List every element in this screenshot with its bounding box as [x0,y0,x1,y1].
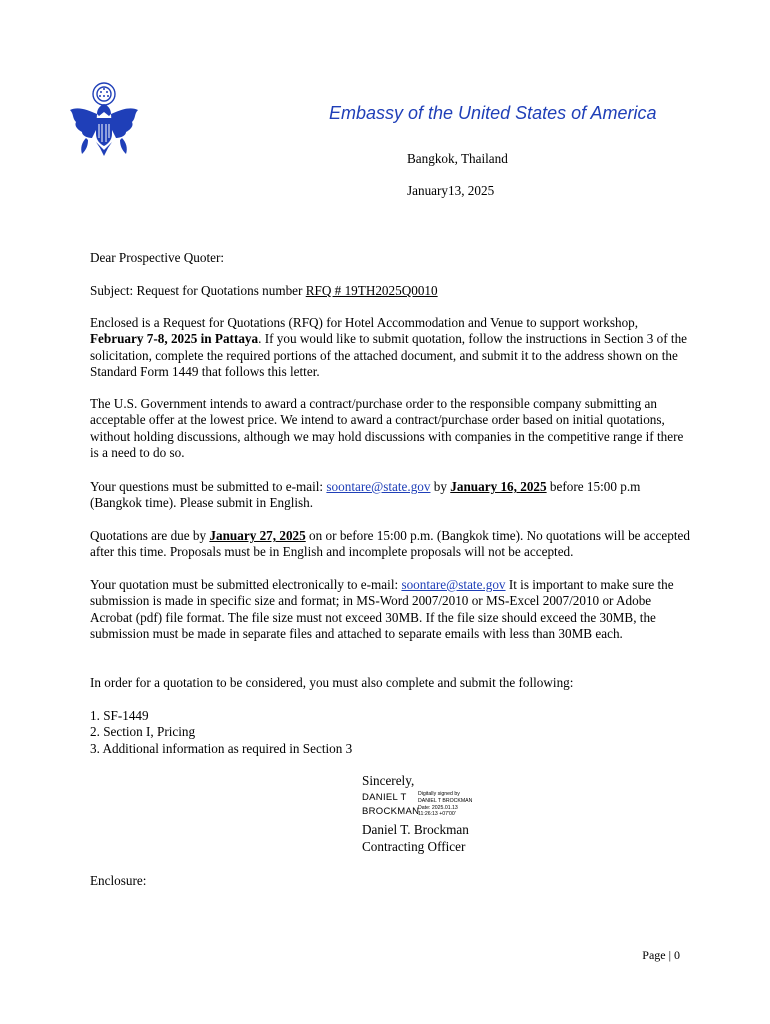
p4-text-a: Quotations are due by [90,528,210,543]
signature-name [362,791,419,819]
signer-name: Daniel T. Brockman [362,822,469,837]
p1-text-b: . If you would like to submit quotation, follow the instructions in Section 3 of the solicitation, complete the required portions of the attached document, and submit it to the address shown on the Standard Form 1449 that follows this letter. [90,331,688,380]
p1-text-a: Enclosed is a Request for Quotations (RFQ) for Hotel Accommodation and Venue to support workshop, [90,315,639,330]
embassy-title: Embassy of the United States of America [329,103,657,123]
quotation-deadline: January 27, 2025 [209,528,306,543]
p3-text-a: Your questions must be submitted to e-mail: [90,479,327,494]
subject-line [90,283,690,299]
signature-name-line: DANIEL T [362,792,407,803]
p3-text-c: before 15:00 p.m (Bangkok time). Please submit in English. [90,479,641,511]
paragraph-enclosed [90,315,690,381]
questions-deadline: January 16, 2025 [450,479,547,494]
signature-meta-line: Digitally signed by [418,791,460,797]
letter-date: January13, 2025 [407,183,495,198]
p5-text-b: It is important to make sure the submission is made in specific size and format; in MS-Word 2007/2010 or MS-Excel 2007/2010 or Adobe Acrobat (pdf) file format. The file size must not exceed 30MB. If the file size should exceed the 30MB, the submission must be made in separate files and attached to separate emails with less than 30MB each. [90,577,674,642]
subject-prefix: Subject: Request for Quotations number [90,283,306,298]
salutation: Dear Prospective Quoter: [90,250,225,265]
signature-name-line: BROCKMAN [362,806,420,817]
letter-city: Bangkok, Thailand [407,151,508,166]
requirements-list [90,708,690,757]
signer-title: Contracting Officer [362,839,466,854]
signature-meta-line: DANIEL T BROCKMAN [418,797,473,804]
paragraph-submission [90,577,690,643]
page-number: Page | 0 [642,948,680,962]
signature-meta-line: Date: 2025.01.13 [418,804,458,811]
paragraph-questions [90,479,690,512]
signature-metadata [418,791,472,818]
paragraph-requirements: In order for a quotation to be considered, you must also complete and submit the following: [90,675,574,690]
p4-text-b: on or before 15:00 p.m. (Bangkok time). No quotations will be accepted after this time. Proposals must be in English and incomplete proposals will not be accepted. [90,528,690,560]
p3-text-b: by [430,479,451,494]
workshop-dates: February 7-8, 2025 in Pattaya [90,331,259,347]
closing: Sincerely, [362,773,415,788]
rfq-number: RFQ # 19TH2025Q0010 [305,283,438,298]
submission-email-link[interactable]: soontare@state.gov [401,577,506,592]
paragraph-award: The U.S. Government intends to award a contract/purchase order to the responsible company submitting an acceptable offer at the lowest price. We intend to award a contract/purchase order based on initial quotations, without holding discussions, although we may hold discussions with companies in the competitive range if there is a need to do so. [90,396,684,461]
paragraph-due [90,528,690,561]
list-item: 1. SF-1449 [90,708,149,723]
us-great-seal-icon [66,80,142,162]
p5-text-a: Your quotation must be submitted electronically to e-mail: [90,577,402,592]
enclosure-label: Enclosure: [90,873,147,888]
list-item: 2. Section I, Pricing [90,724,196,740]
list-item: 3. Additional information as required in Section 3 [90,740,353,756]
signature-meta-line: 11:26:13 +07'00' [418,811,456,818]
questions-email-link[interactable]: soontare@state.gov [326,479,431,494]
digital-signature[interactable] [362,791,492,825]
